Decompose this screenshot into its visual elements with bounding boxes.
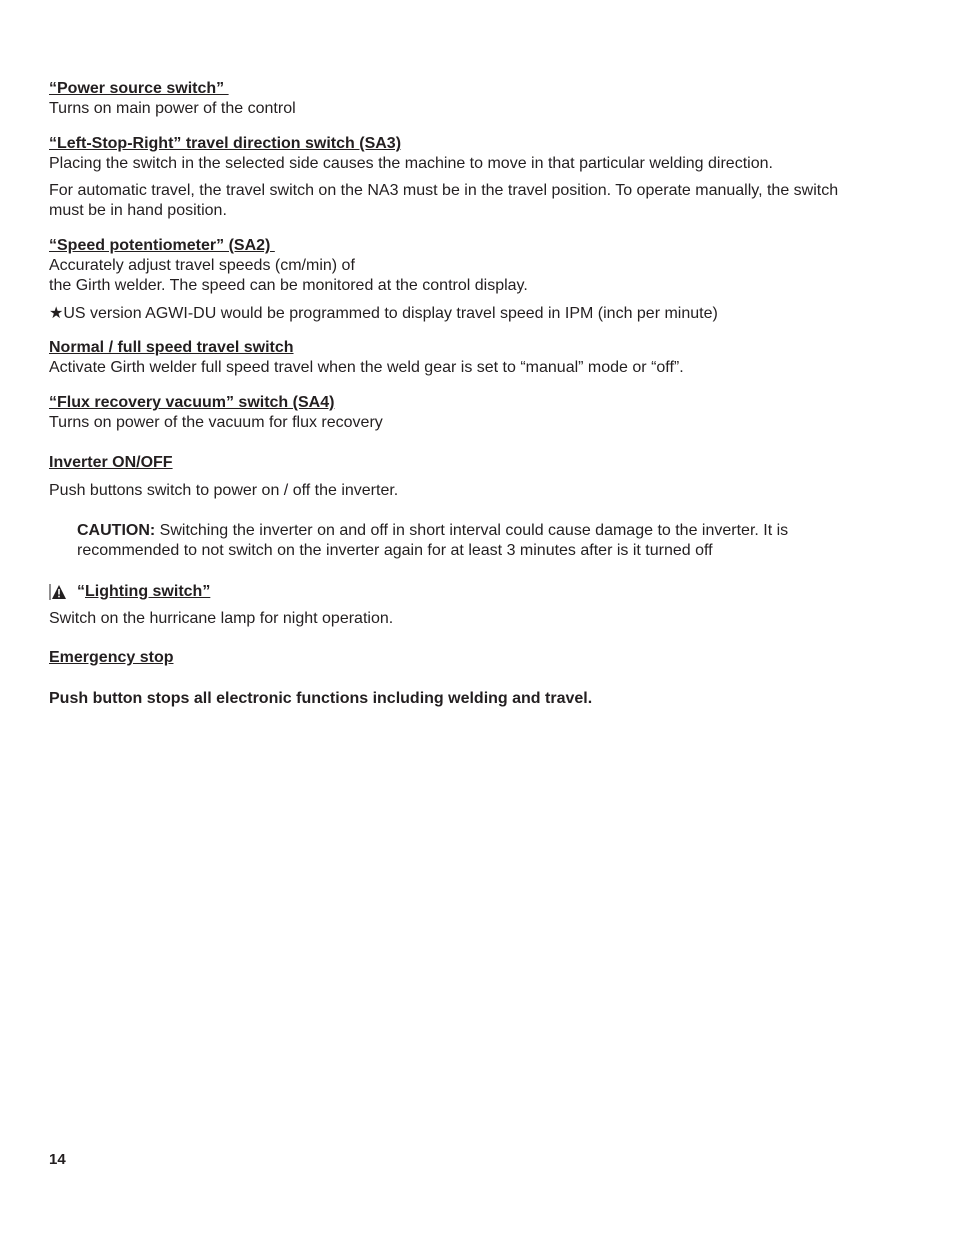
- section-emergency-stop: [49, 648, 869, 709]
- section-lighting: [49, 582, 869, 629]
- section-power-source: [49, 79, 869, 119]
- heading-power-source-switch: “Power source switch”: [49, 80, 229, 97]
- heading-lighting-quote: “: [77, 583, 85, 600]
- text-inverter-desc: Push buttons switch to power on / off the inverter.: [49, 482, 399, 499]
- section-full-speed-travel: [49, 338, 869, 378]
- heading-full-speed-travel-switch: Normal / full speed travel switch: [49, 339, 294, 356]
- heading-speed-potentiometer: “Speed potentiometer” (SA2): [49, 237, 275, 254]
- heading-flux-text: Flux recovery vacuum” switch (SA4): [57, 394, 335, 411]
- text-travel-automatic-desc: For automatic travel, the travel switch on the NA3 must be in the travel position. To operate manually, the switch must be in hand position.: [49, 182, 839, 219]
- page-number: 14: [49, 1151, 66, 1168]
- section-flux-recovery: [49, 393, 869, 433]
- warning-triangle-icon: [49, 584, 67, 600]
- text-travel-direction-desc: Placing the switch in the selected side causes the machine to move in that particular welding direction.: [49, 155, 773, 172]
- document-page: [49, 79, 869, 709]
- heading-lighting-switch: [49, 582, 869, 602]
- text-full-speed-desc: Activate Girth welder full speed travel when the weld gear is set to “manual” mode or “off”.: [49, 359, 684, 376]
- text-flux-recovery-desc: Turns on power of the vacuum for flux recovery: [49, 414, 383, 431]
- caution-note: [77, 521, 869, 561]
- text-power-source-desc: Turns on main power of the control: [49, 100, 296, 117]
- heading-flux-recovery-switch: [49, 393, 869, 413]
- caution-label: CAUTION:: [77, 522, 156, 539]
- heading-flux-quote: “: [49, 394, 57, 411]
- heading-emergency-stop: Emergency stop: [49, 649, 174, 666]
- text-speed-desc-line1: Accurately adjust travel speeds (cm/min) of: [49, 257, 355, 274]
- caution-text: Switching the inverter on and off in short interval could cause damage to the inverter. It is recommended to not switch on the inverter again for at least 3 minutes after is it turned off: [77, 522, 789, 559]
- heading-lighting-text: [77, 582, 210, 602]
- text-emergency-stop-desc: Push button stops all electronic functions including welding and travel.: [49, 690, 593, 707]
- section-inverter: [49, 453, 869, 561]
- text-us-version-note: ★US version AGWI-DU would be programmed to display travel speed in IPM (inch per minute): [49, 305, 718, 322]
- text-speed-desc-line2: the Girth welder. The speed can be monitored at the control display.: [49, 277, 528, 294]
- heading-inverter-on-off: Inverter ON/OFF: [49, 454, 173, 471]
- heading-travel-direction-switch: “Left-Stop-Right” travel direction switch (SA3): [49, 135, 402, 152]
- section-travel-direction: [49, 134, 869, 221]
- text-lighting-desc: Switch on the hurricane lamp for night operation.: [49, 610, 394, 627]
- section-speed-potentiometer: [49, 236, 869, 324]
- heading-lighting-label: Lighting switch”: [85, 583, 211, 600]
